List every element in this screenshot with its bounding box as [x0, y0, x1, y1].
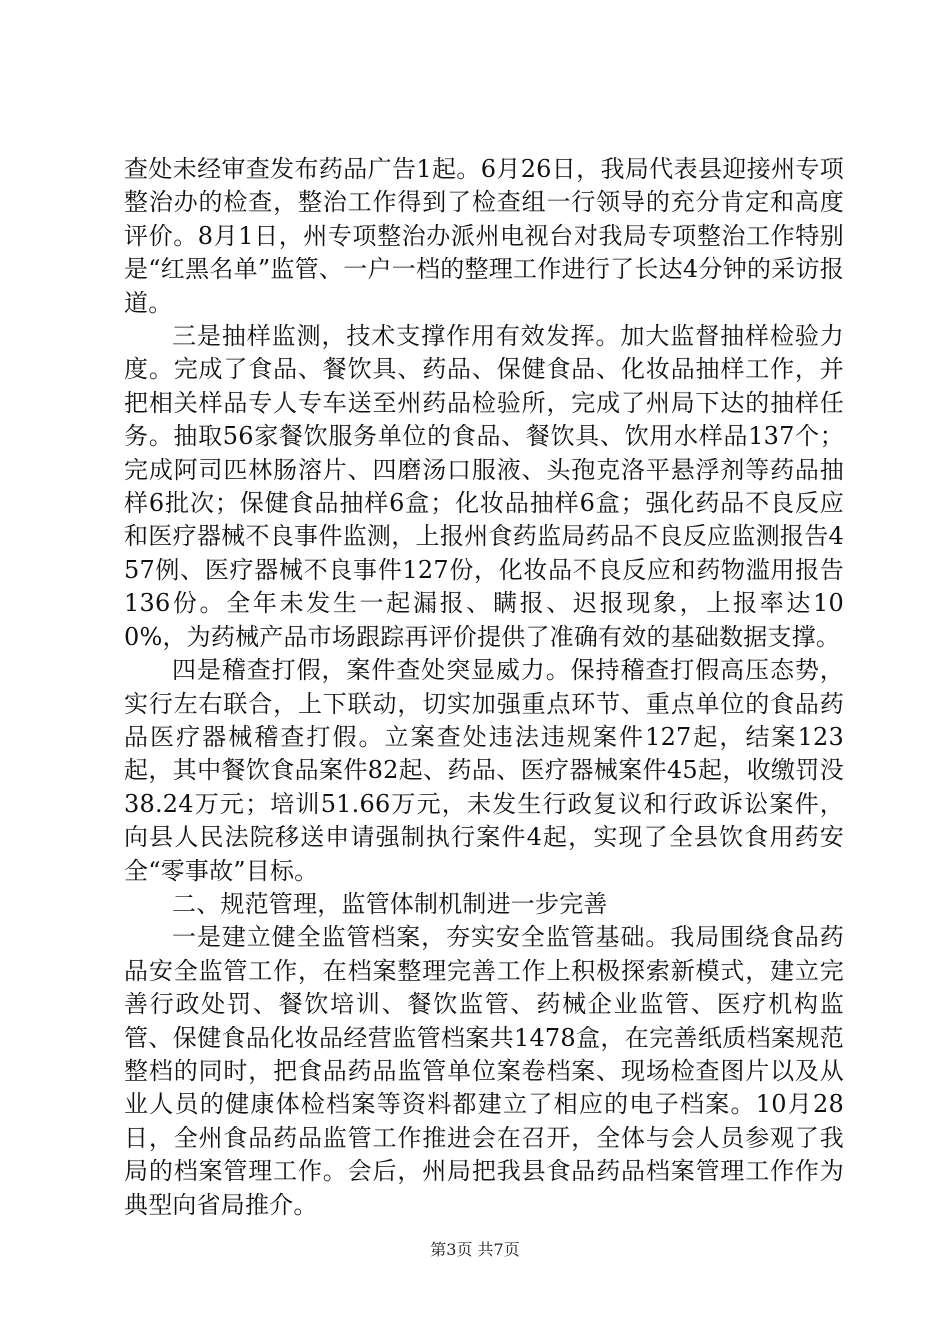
paragraph-continuation: 查处未经审查发布药品广告1起。6月26日，我局代表县迎接州专项整治办的检查，整治工作得到了检查组一行领导的充分肯定和高度评价。8月1日，州专项整治办派州电视台对我局专项整治工作特别是“红黑名单”监管、一户一档的整理工作进行了长达4分钟的采访报道。	[124, 155, 844, 317]
section-heading-standardized-management: 二、规范管理，监管体制机制进一步完善	[172, 889, 608, 918]
paragraph-archive-management: 一是建立健全监管档案，夯实安全监管基础。我局围绕食品药品安全监管工作，在档案整理完善工作上积极探索新模式，建立完善行政处罚、餐饮培训、餐饮监管、药械企业监管、医疗机构监管、保健食品化妆品经营监管档案共1478盒，在完善纸质档案规范整档的同时，把食品药品监管单位案卷档案、现场检查图片以及从业人员的健康体检档案等资料都建立了相应的电子档案。10月28日，全州食品药品监管工作推进会在召开，全体与会人员参观了我局的档案管理工作。会后，州局把我县食品药品档案管理工作作为典型向省局推介。	[124, 923, 844, 1219]
paragraph-inspection-crackdown: 四是稽查打假，案件查处突显威力。保持稽查打假高压态势，实行左右联合，上下联动，切实加强重点环节、重点单位的食品药品医疗器械稽查打假。立案查处违法违规案件127起，结案123起，其中餐饮食品案件82起、药品、医疗器械案件45起，收缴罚没38.24万元；培训51.66万元，未发生行政复议和行政诉讼案件，向县人民法院移送申请强制执行案件4起，实现了全县饮食用药安全“零事故”目标。	[124, 656, 844, 885]
paragraph-sampling-monitoring: 三是抽样监测，技术支撑作用有效发挥。加大监督抽样检验力度。完成了食品、餐饮具、药品、保健食品、化妆品抽样工作，并把相关样品专人专车送至州药品检验所，完成了州局下达的抽样任务。抽取56家餐饮服务单位的食品、餐饮具、饮用水样品137个；完成阿司匹林肠溶片、四磨汤口服液、头孢克洛平悬浮剂等药品抽样6批次；保健食品抽样6盒；化妆品抽样6盒；强化药品不良反应和医疗器械不良事件监测，上报州食药监局药品不良反应监测报告457例、医疗器械不良事件127份，化妆品不良反应和药物滥用报告136份。全年未发生一起漏报、瞒报、迟报现象，上报率达100%，为药械产品市场跟踪再评价提供了准确有效的基础数据支撑。	[124, 322, 844, 651]
document-body	[124, 153, 844, 1222]
page-number-footer: 第3页 共7页	[430, 1240, 520, 1259]
